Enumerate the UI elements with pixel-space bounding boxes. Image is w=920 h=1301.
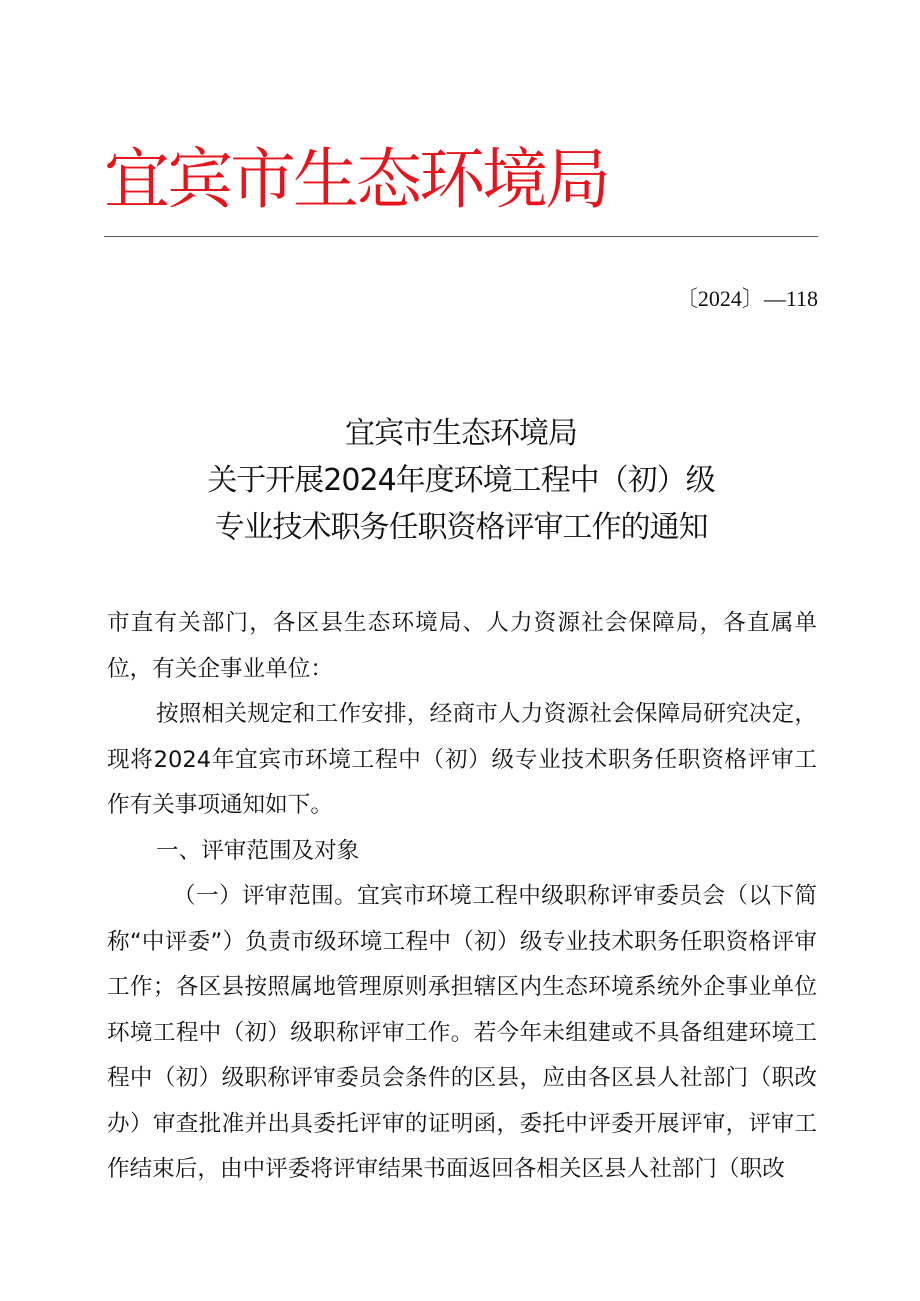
document-number: 〔2024〕—118 bbox=[675, 286, 818, 311]
masthead-divider bbox=[104, 236, 818, 237]
document-title bbox=[104, 410, 818, 551]
intro-paragraph: 按照相关规定和工作安排，经商市人力资源社会保障局研究决定，现将2024年宜宾市环境工程中（初）级专业技术职务任职资格评审工作有关事项通知如下。 bbox=[107, 701, 817, 818]
recipients-paragraph: 市直有关部门，各区县生态环境局、人力资源社会保障局，各直属单位，有关企事业单位： bbox=[107, 610, 817, 682]
title-line-1: 宜宾市生态环境局 bbox=[345, 416, 577, 451]
title-line-3: 专业技术职务任职资格评审工作的通知 bbox=[214, 510, 708, 545]
title-line-2: 关于开展2024年度环境工程中（初）级 bbox=[207, 463, 715, 498]
document-body bbox=[107, 601, 817, 1193]
section-1-heading: 一、评审范围及对象 bbox=[156, 837, 360, 864]
section-1-subsection-1: （一）评审范围。宜宾市环境工程中级职称评审委员会（以下简称“中评委”）负责市级环境工程中（初）级专业技术职务任职资格评审工作；各区县按照属地管理原则承担辖区内生态环境系统外企事业单位环境工程中（初）级职称评审工作。若今年未组建或不具备组建环境工程中（初）级职称评审委员会条件的区县，应由各区县人社部门（职改办）审查批准并出具委托评审的证明函，委托中评委开展评审，评审工作结束后，由中评委将评审结果书面返回各相关区县人社部门（职改 bbox=[107, 883, 817, 1182]
agency-masthead: 宜宾市生态环境局 bbox=[104, 141, 608, 218]
